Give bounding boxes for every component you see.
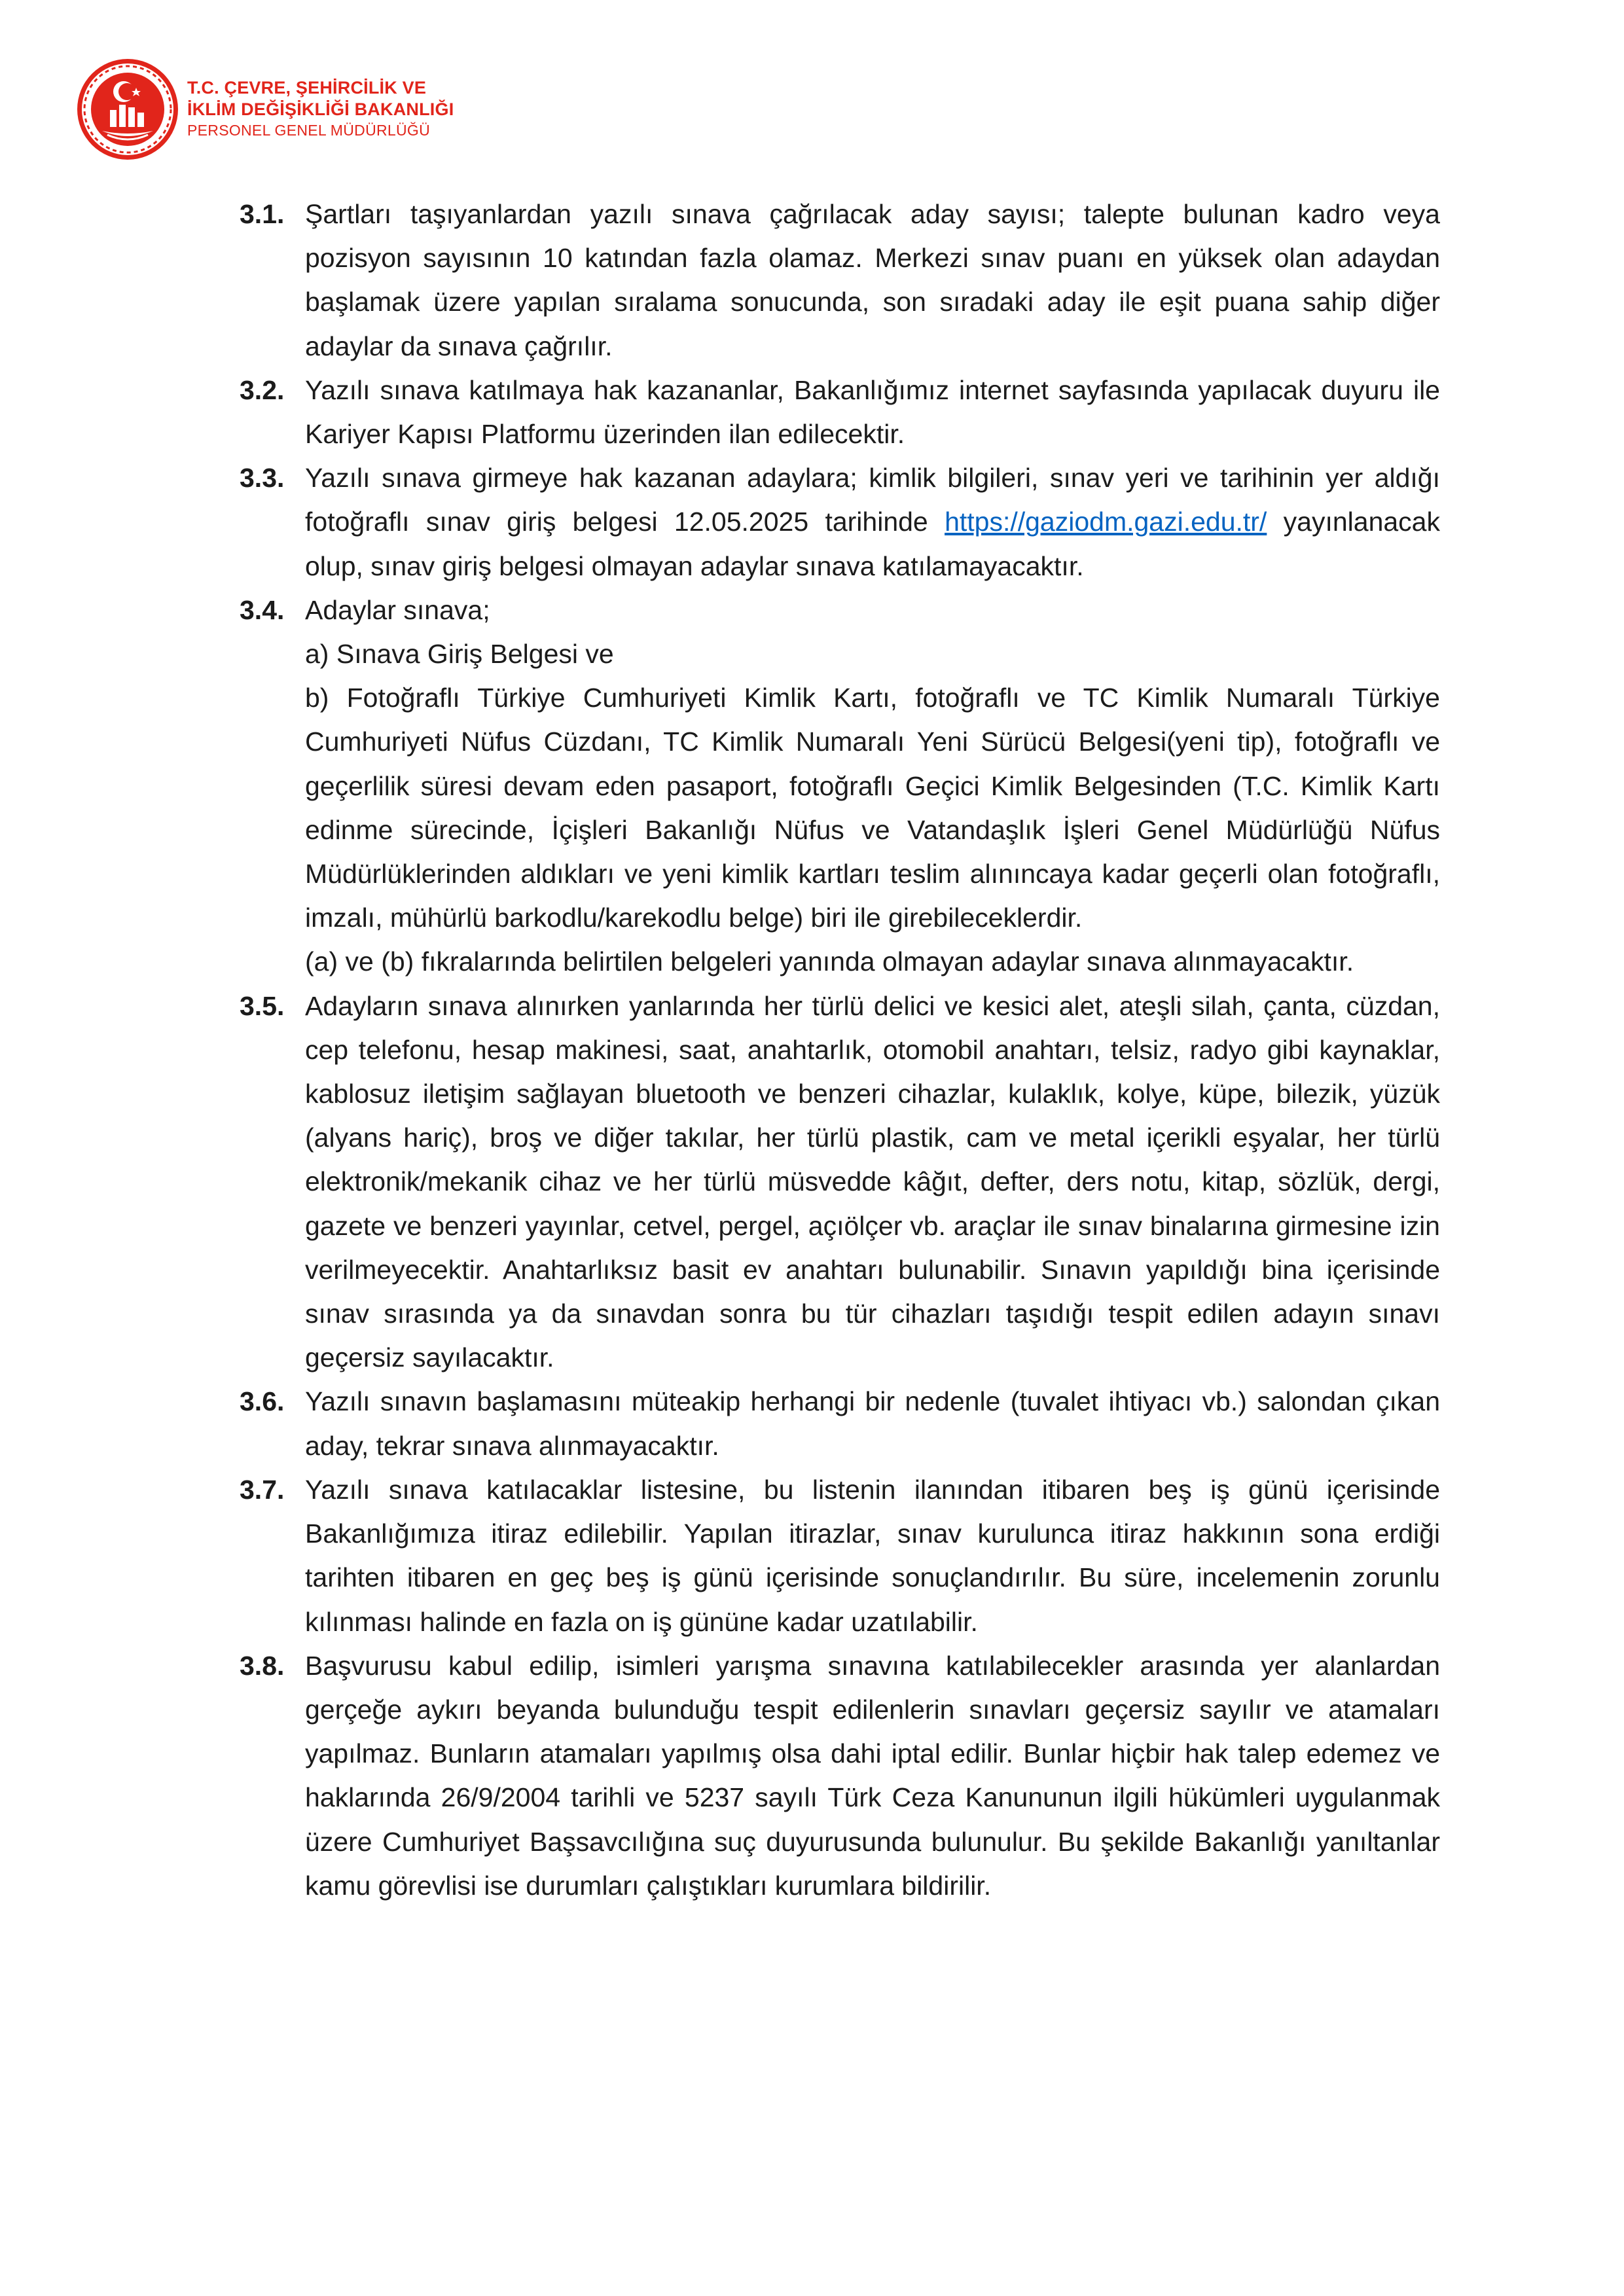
item-text: Şartları taşıyanlardan yazılı sınava çağrılacak aday sayısı; talepte bulunan kadro veya pozisyon sayısının 10 katından fazla olamaz. Merkezi sınav puanı en yüksek olan adaydan başlamak üzere yapılan sıralama sonucunda, son sıradaki aday ile eşit puana sahip diğer adaylar da sınava çağrılır. [305,199,1440,361]
item-number: 3.8. [240,1650,285,1681]
item-number: 3.1. [240,199,285,229]
item-number: 3.6. [240,1386,285,1417]
list-item-3-3 [240,456,1440,588]
document-body [240,192,1440,1908]
item-number: 3.3. [240,463,285,493]
item-text-before-link: Yazılı sınava girmeye hak kazanan adaylara; kimlik bilgileri, sınav yeri ve tarihinin yer aldığı fotoğraflı sınav giriş belgesi 12.05.2025 tarihinde [305,463,1440,537]
item-text: Yazılı sınavın başlamasını müteakip herhangi bir nedenle (tuvalet ihtiyacı vb.) salondan çıkan aday, tekrar sınava alınmayacaktır. [305,1386,1440,1461]
list-item-3-6 [240,1380,1440,1467]
list-item-3-2 [240,368,1440,456]
organization-name [187,77,454,140]
item-number: 3.4. [240,594,285,625]
list-item-3-7 [240,1468,1440,1644]
item-text-after-link: yayınlanacak olup, sınav giriş belgesi olmayan adaylar sınava katılamayacaktır. [305,507,1440,581]
org-department: PERSONEL GENEL MÜDÜRLÜĞÜ [187,122,431,139]
item-number: 3.5. [240,990,285,1021]
results-link[interactable]: https://gaziodm.gazi.edu.tr/ [945,507,1267,537]
list-item-3-5 [240,984,1440,1380]
org-name-line1: T.C. ÇEVRE, ŞEHİRCİLİK VE [187,78,427,98]
item-note: (a) ve (b) fıkralarında belirtilen belgeleri yanında olmayan adaylar sınava alınmayacaktır. [305,946,1354,977]
item-number: 3.7. [240,1474,285,1505]
item-text: Yazılı sınava katılmaya hak kazananlar, Bakanlığımız internet sayfasında yapılacak duyuru ile Kariyer Kapısı Platformu üzerinden ilan edilecektir. [305,374,1440,450]
list-item-3-1 [240,192,1440,368]
sub-item-b: b) Fotoğraflı Türkiye Cumhuriyeti Kimlik Kartı, fotoğraflı ve TC Kimlik Numaralı Türkiye Cumhuriyeti Nüfus Cüzdanı, TC Kimlik Numaralı Yeni Sürücü Belgesi(yeni tip), fotoğraflı ve geçerlilik süresi devam eden pasaport, fotoğraflı Geçici Kimlik Belgesinden (T.C. Kimlik Kartı edinme sürecinde, İçişleri Bakanlığı Nüfus ve Vatandaşlık İşleri Genel Müdürlüğü Nüfus Müdürlüklerinden aldıkları ve yeni kimlik kartları teslim alınıncaya kadar geçerli olan fotoğraflı, imzalı, mühürlü barkodlu/karekodlu belge) biri ile girebileceklerdir. [305,683,1440,933]
sub-item-a: a) Sınava Giriş Belgesi ve [305,639,614,670]
item-text: Adayların sınava alınırken yanlarında her türlü delici ve kesici alet, ateşli silah, çanta, cüzdan, cep telefonu, hesap makinesi, saat, anahtarlık, otomobil anahtarı, telsiz, radyo gibi kaynaklar, kablosuz iletişim sağlayan bluetooth ve benzeri cihazlar, kulaklık, kolye, küpe, bilezik, yüzük (alyans hariç), broş ve diğer takılar, her türlü plastik, cam ve metal içerikli eşyalar, her türlü elektronik/mekanik cihaz ve her türlü müsvedde kâğıt, defter, ders notu, kitap, sözlük, dergi, gazete ve benzeri yayınlar, cetvel, pergel, açıölçer vb. araçlar ile sınav binalarına girmesine izin verilmeyecektir. Anahtarlıksız basit ev anahtarı bulunabilir. Sınavın yapıldığı bina içerisinde sınav sırasında ya da sınavdan sonra bu tür cihazları taşıdığı tespit edilen adayın sınavı geçersiz sayılacaktır. [305,990,1440,1373]
item-text: Başvurusu kabul edilip, isimleri yarışma sınavına katılabilecekler arasında yer alanlardan gerçeğe aykırı beyanda bulunduğu tespit edilenlerin sınavları geçersiz sayılır ve atamaları yapılmaz. Bunların atamaları yapılmış olsa dahi iptal edilir. Bunlar hiçbir hak talep edemez ve haklarında 26/9/2004 tarihli ve 5237 sayılı Türk Ceza Kanununun ilgili hükümleri uygulanmak üzere Cumhuriyet Başsavcılığına suç duyurusunda bulunulur. Bu şekilde Bakanlığı yanıltanlar kamu görevlisi ise durumları çalıştıkları kurumlara bildirilir. [305,1650,1440,1901]
item-text [305,456,1440,588]
letterhead [76,58,600,169]
list-item-3-8 [240,1644,1440,1908]
ministry-emblem-icon [76,58,179,161]
item-number: 3.2. [240,374,285,405]
org-name-line2: İKLİM DEĞİŞİKLİĞİ BAKANLIĞI [187,99,454,119]
item-intro: Adaylar sınava; [305,594,490,625]
item-text: Yazılı sınava katılacaklar listesine, bu listenin ilanından itibaren beş iş günü içerisinde Bakanlığımıza itiraz edilebilir. Yapılan itirazlar, sınav kurulunca itiraz hakkının sona erdiği tarihten itibaren en geç beş iş günü içerisinde sonuçlandırılır. Bu süre, incelemenin zorunlu kılınması halinde en fazla on iş gününe kadar uzatılabilir. [305,1474,1440,1637]
list-item-3-4 [240,588,1440,984]
